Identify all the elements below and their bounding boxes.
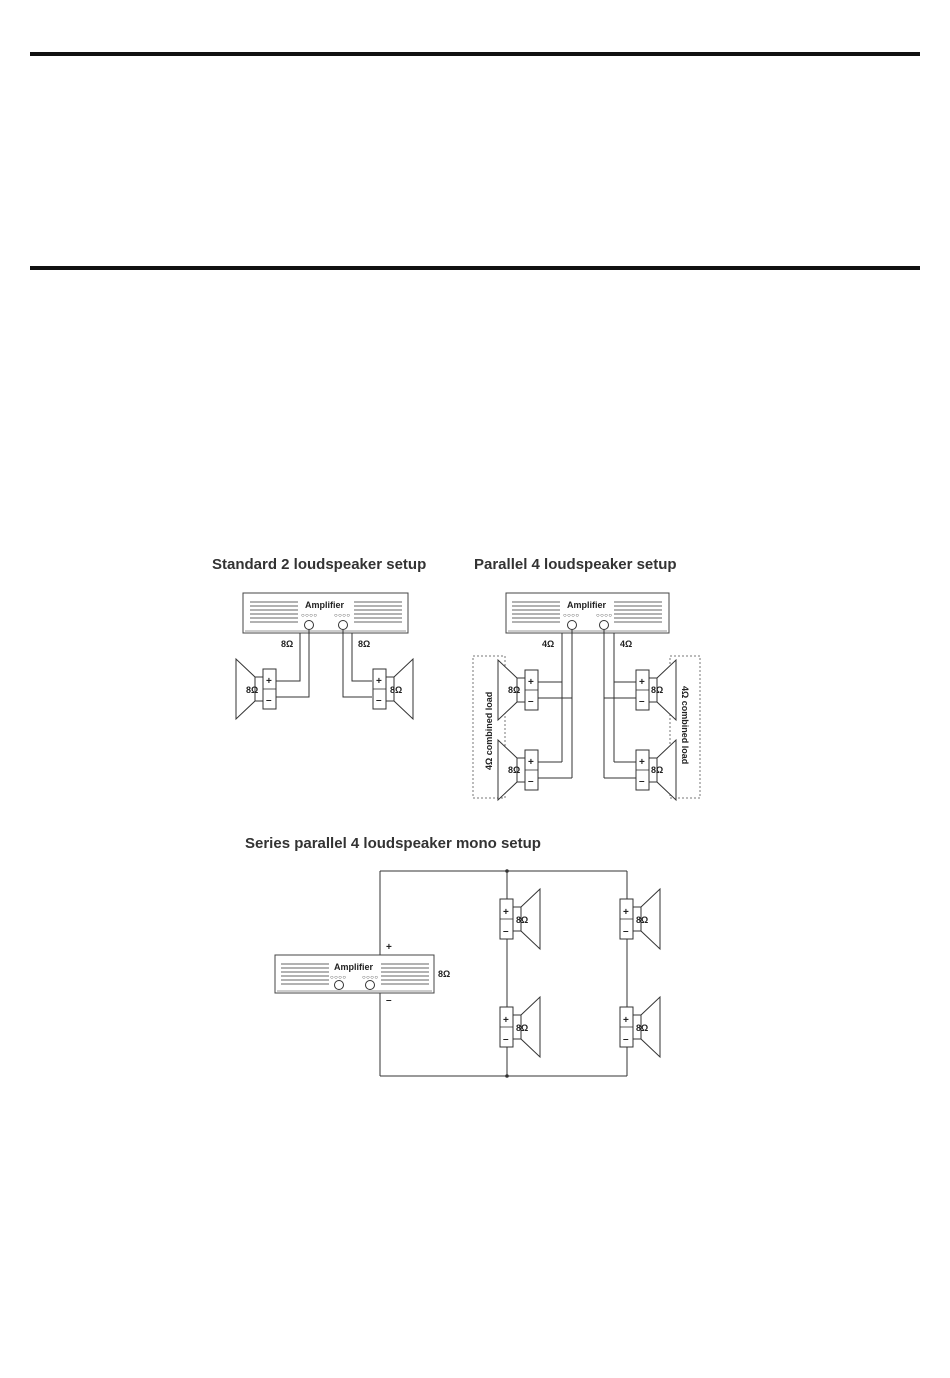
parallel-right-out-ohm: 4Ω [620, 639, 633, 649]
standard-jack-marks-right: ○○○○ [334, 613, 351, 619]
series-speaker-ohm: 8Ω [636, 915, 649, 925]
plus-sign: + [639, 757, 645, 768]
parallel-speaker-ohm: 8Ω [508, 685, 521, 695]
series-amplifier [275, 955, 434, 993]
parallel-amplifier [506, 593, 669, 633]
standard-left-out-ohm: 8Ω [281, 639, 294, 649]
minus-sign: – [503, 1034, 509, 1045]
standard-jack-marks-left: ○○○○ [301, 613, 318, 619]
minus-sign: – [623, 926, 629, 937]
parallel-amplifier-label: Amplifier [567, 600, 607, 610]
plus-sign: + [503, 907, 509, 918]
plus-sign: + [503, 1015, 509, 1026]
parallel-setup-title: Parallel 4 loudspeaker setup [474, 556, 677, 573]
series-amplifier-label: Amplifier [334, 962, 374, 972]
standard-diagram [236, 593, 413, 719]
series-speaker-ohm: 8Ω [636, 1023, 649, 1033]
series-minus-label: – [386, 995, 392, 1006]
series-speaker-ohm: 8Ω [516, 1023, 529, 1033]
minus-sign: – [266, 695, 272, 706]
parallel-diagram [473, 593, 700, 800]
standard-amplifier [243, 593, 408, 633]
parallel-speaker-ohm: 8Ω [651, 765, 664, 775]
minus-sign: – [623, 1034, 629, 1045]
standard-output-left [305, 621, 314, 630]
series-output-right [366, 981, 375, 990]
plus-sign: + [528, 677, 534, 688]
parallel-right-load-label: 4Ω combined load [680, 686, 690, 765]
series-parallel-diagram [275, 869, 660, 1078]
minus-sign: – [639, 696, 645, 707]
plus-sign: + [623, 907, 629, 918]
plus-sign: + [528, 757, 534, 768]
minus-sign: – [503, 926, 509, 937]
series-output-left [335, 981, 344, 990]
parallel-left-load-label: 4Ω combined load [484, 691, 494, 770]
parallel-jack-marks-left: ○○○○ [563, 613, 580, 619]
series-speaker-ohm: 8Ω [516, 915, 529, 925]
minus-sign: – [528, 696, 534, 707]
standard-left-speaker-ohm: 8Ω [246, 685, 259, 695]
series-jack-marks-right: ○○○○ [362, 975, 379, 981]
series-jack-marks-left: ○○○○ [330, 975, 347, 981]
parallel-output-left [568, 621, 577, 630]
standard-amplifier-label: Amplifier [305, 600, 345, 610]
plus-sign: + [376, 676, 382, 687]
parallel-speaker-ohm: 8Ω [651, 685, 664, 695]
minus-sign: – [376, 695, 382, 706]
series-parallel-setup-title: Series parallel 4 loudspeaker mono setup [245, 835, 541, 852]
standard-right-out-ohm: 8Ω [358, 639, 371, 649]
standard-setup-title: Standard 2 loudspeaker setup [212, 556, 427, 573]
plus-sign: + [639, 677, 645, 688]
parallel-output-right [600, 621, 609, 630]
minus-sign: – [528, 776, 534, 787]
standard-right-speaker-ohm: 8Ω [390, 685, 403, 695]
parallel-jack-marks-right: ○○○○ [596, 613, 613, 619]
plus-sign: + [623, 1015, 629, 1026]
minus-sign: – [639, 776, 645, 787]
series-plus-label: + [386, 942, 392, 953]
standard-output-right [339, 621, 348, 630]
series-out-ohm: 8Ω [438, 969, 451, 979]
parallel-speaker-ohm: 8Ω [508, 765, 521, 775]
plus-sign: + [266, 676, 272, 687]
parallel-left-out-ohm: 4Ω [542, 639, 555, 649]
